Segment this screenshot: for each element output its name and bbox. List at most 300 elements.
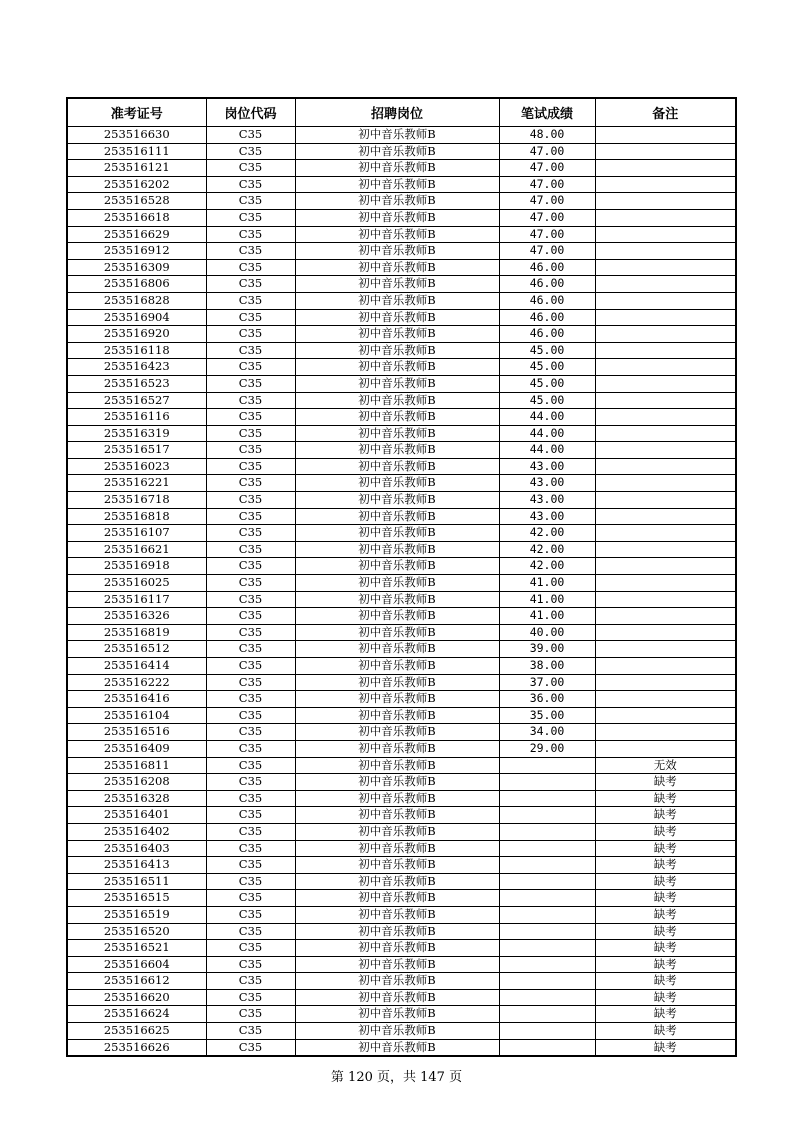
table-row (67, 840, 736, 857)
cell-position-name: 初中音乐教师B (295, 923, 499, 940)
cell-remarks (595, 342, 736, 359)
cell-position-name: 初中音乐教师B (295, 425, 499, 442)
cell-exam-number: 253516516 (67, 724, 206, 741)
cell-written-score: 43.00 (499, 458, 595, 475)
cell-exam-number: 253516811 (67, 757, 206, 774)
cell-position-name: 初中音乐教师B (295, 823, 499, 840)
cell-position-name: 初中音乐教师B (295, 492, 499, 509)
cell-exam-number: 253516512 (67, 641, 206, 658)
cell-remarks (595, 176, 736, 193)
cell-position-name: 初中音乐教师B (295, 707, 499, 724)
cell-position-code: C35 (206, 641, 295, 658)
cell-remarks (595, 259, 736, 276)
cell-position-name: 初中音乐教师B (295, 342, 499, 359)
cell-position-code: C35 (206, 857, 295, 874)
cell-position-code: C35 (206, 807, 295, 824)
cell-position-code: C35 (206, 326, 295, 343)
cell-position-name: 初中音乐教师B (295, 624, 499, 641)
cell-written-score: 41.00 (499, 608, 595, 625)
cell-written-score (499, 1023, 595, 1040)
cell-position-code: C35 (206, 940, 295, 957)
cell-position-code: C35 (206, 1023, 295, 1040)
cell-remarks: 缺考 (595, 823, 736, 840)
header-position-code: 岗位代码 (206, 98, 295, 127)
cell-position-name: 初中音乐教师B (295, 176, 499, 193)
table-row (67, 740, 736, 757)
cell-position-code: C35 (206, 127, 295, 144)
cell-written-score: 47.00 (499, 193, 595, 210)
cell-exam-number: 253516920 (67, 326, 206, 343)
cell-exam-number: 253516629 (67, 226, 206, 243)
table-row (67, 193, 736, 210)
cell-written-score: 43.00 (499, 492, 595, 509)
cell-written-score: 37.00 (499, 674, 595, 691)
cell-written-score (499, 807, 595, 824)
cell-remarks (595, 492, 736, 509)
cell-written-score (499, 873, 595, 890)
cell-exam-number: 253516409 (67, 740, 206, 757)
cell-position-code: C35 (206, 790, 295, 807)
cell-position-code: C35 (206, 292, 295, 309)
cell-written-score: 45.00 (499, 359, 595, 376)
cell-position-name: 初中音乐教师B (295, 658, 499, 675)
cell-remarks: 缺考 (595, 906, 736, 923)
table-row (67, 375, 736, 392)
table-row (67, 1023, 736, 1040)
cell-remarks (595, 608, 736, 625)
table-row (67, 823, 736, 840)
cell-remarks (595, 724, 736, 741)
cell-written-score: 42.00 (499, 541, 595, 558)
cell-position-code: C35 (206, 707, 295, 724)
table-row (67, 641, 736, 658)
table-row (67, 458, 736, 475)
cell-exam-number: 253516023 (67, 458, 206, 475)
cell-position-code: C35 (206, 475, 295, 492)
cell-remarks (595, 425, 736, 442)
cell-written-score (499, 940, 595, 957)
table-row (67, 890, 736, 907)
page-footer: 第 120 页，共 147 页 (330, 1070, 463, 1085)
cell-written-score: 46.00 (499, 292, 595, 309)
cell-exam-number: 253516413 (67, 857, 206, 874)
cell-remarks: 无效 (595, 757, 736, 774)
cell-written-score (499, 757, 595, 774)
cell-written-score (499, 989, 595, 1006)
cell-remarks (595, 392, 736, 409)
cell-remarks (595, 309, 736, 326)
cell-remarks (595, 375, 736, 392)
cell-position-name: 初中音乐教师B (295, 873, 499, 890)
table-row (67, 857, 736, 874)
cell-position-code: C35 (206, 392, 295, 409)
cell-exam-number: 253516918 (67, 558, 206, 575)
table-row (67, 326, 736, 343)
cell-remarks: 缺考 (595, 1023, 736, 1040)
table-row (67, 973, 736, 990)
cell-position-code: C35 (206, 774, 295, 791)
cell-exam-number: 253516208 (67, 774, 206, 791)
cell-position-code: C35 (206, 425, 295, 442)
cell-position-name: 初中音乐教师B (295, 1039, 499, 1056)
cell-exam-number: 253516523 (67, 375, 206, 392)
table-row (67, 940, 736, 957)
cell-position-name: 初中音乐教师B (295, 575, 499, 592)
table-row (67, 276, 736, 293)
cell-remarks: 缺考 (595, 890, 736, 907)
cell-remarks (595, 193, 736, 210)
table-row (67, 392, 736, 409)
cell-position-code: C35 (206, 309, 295, 326)
cell-exam-number: 253516222 (67, 674, 206, 691)
cell-remarks: 缺考 (595, 1006, 736, 1023)
cell-written-score: 44.00 (499, 442, 595, 459)
cell-written-score (499, 923, 595, 940)
cell-remarks (595, 658, 736, 675)
cell-exam-number: 253516806 (67, 276, 206, 293)
cell-written-score (499, 857, 595, 874)
cell-exam-number: 253516621 (67, 541, 206, 558)
cell-position-name: 初中音乐教师B (295, 807, 499, 824)
cell-written-score: 41.00 (499, 575, 595, 592)
cell-written-score (499, 973, 595, 990)
cell-remarks (595, 541, 736, 558)
cell-remarks: 缺考 (595, 873, 736, 890)
cell-remarks (595, 143, 736, 160)
table-row (67, 359, 736, 376)
cell-exam-number: 253516625 (67, 1023, 206, 1040)
cell-written-score: 43.00 (499, 508, 595, 525)
cell-remarks (595, 525, 736, 542)
cell-exam-number: 253516309 (67, 259, 206, 276)
cell-position-name: 初中音乐教师B (295, 1023, 499, 1040)
cell-position-code: C35 (206, 740, 295, 757)
cell-position-name: 初中音乐教师B (295, 857, 499, 874)
cell-exam-number: 253516326 (67, 608, 206, 625)
table-row (67, 442, 736, 459)
cell-position-name: 初中音乐教师B (295, 243, 499, 260)
cell-written-score: 44.00 (499, 409, 595, 426)
cell-written-score (499, 906, 595, 923)
cell-position-name: 初中音乐教师B (295, 541, 499, 558)
cell-position-code: C35 (206, 840, 295, 857)
cell-position-code: C35 (206, 176, 295, 193)
cell-written-score (499, 790, 595, 807)
cell-remarks: 缺考 (595, 857, 736, 874)
cell-written-score (499, 956, 595, 973)
cell-position-name: 初中音乐教师B (295, 458, 499, 475)
table-row (67, 226, 736, 243)
cell-written-score: 47.00 (499, 226, 595, 243)
cell-position-code: C35 (206, 143, 295, 160)
cell-remarks (595, 292, 736, 309)
cell-exam-number: 253516111 (67, 143, 206, 160)
table-row (67, 1039, 736, 1056)
cell-position-code: C35 (206, 259, 295, 276)
cell-position-code: C35 (206, 1006, 295, 1023)
cell-exam-number: 253516116 (67, 409, 206, 426)
cell-remarks (595, 558, 736, 575)
table-row (67, 575, 736, 592)
cell-exam-number: 253516511 (67, 873, 206, 890)
cell-exam-number: 253516118 (67, 342, 206, 359)
cell-exam-number: 253516630 (67, 127, 206, 144)
cell-written-score: 40.00 (499, 624, 595, 641)
cell-position-name: 初中音乐教师B (295, 160, 499, 177)
table-row (67, 309, 736, 326)
cell-position-code: C35 (206, 508, 295, 525)
table-row (67, 608, 736, 625)
header-position-name: 招聘岗位 (295, 98, 499, 127)
cell-remarks (595, 707, 736, 724)
cell-exam-number: 253516025 (67, 575, 206, 592)
cell-exam-number: 253516423 (67, 359, 206, 376)
cell-exam-number: 253516401 (67, 807, 206, 824)
cell-written-score: 47.00 (499, 160, 595, 177)
cell-position-name: 初中音乐教师B (295, 392, 499, 409)
cell-position-name: 初中音乐教师B (295, 475, 499, 492)
cell-written-score: 45.00 (499, 342, 595, 359)
cell-position-code: C35 (206, 276, 295, 293)
cell-position-name: 初中音乐教师B (295, 193, 499, 210)
cell-exam-number: 253516202 (67, 176, 206, 193)
cell-remarks: 缺考 (595, 807, 736, 824)
cell-position-code: C35 (206, 658, 295, 675)
cell-position-code: C35 (206, 492, 295, 509)
header-remarks: 备注 (595, 98, 736, 127)
cell-exam-number: 253516107 (67, 525, 206, 542)
cell-written-score: 47.00 (499, 243, 595, 260)
cell-remarks (595, 409, 736, 426)
cell-written-score: 47.00 (499, 209, 595, 226)
cell-exam-number: 253516618 (67, 209, 206, 226)
cell-remarks (595, 674, 736, 691)
cell-position-code: C35 (206, 226, 295, 243)
cell-position-name: 初中音乐教师B (295, 691, 499, 708)
cell-position-code: C35 (206, 989, 295, 1006)
cell-position-name: 初中音乐教师B (295, 127, 499, 144)
cell-position-code: C35 (206, 757, 295, 774)
cell-exam-number: 253516521 (67, 940, 206, 957)
cell-position-name: 初中音乐教师B (295, 973, 499, 990)
cell-exam-number: 253516515 (67, 890, 206, 907)
cell-remarks (595, 641, 736, 658)
cell-remarks: 缺考 (595, 840, 736, 857)
cell-exam-number: 253516626 (67, 1039, 206, 1056)
cell-written-score: 41.00 (499, 591, 595, 608)
table-row (67, 691, 736, 708)
table-row (67, 409, 736, 426)
cell-written-score: 42.00 (499, 525, 595, 542)
cell-exam-number: 253516402 (67, 823, 206, 840)
cell-written-score: 46.00 (499, 276, 595, 293)
cell-written-score (499, 1039, 595, 1056)
table-row (67, 591, 736, 608)
cell-written-score (499, 774, 595, 791)
cell-written-score: 34.00 (499, 724, 595, 741)
cell-remarks (595, 458, 736, 475)
table-row (67, 873, 736, 890)
cell-position-name: 初中音乐教师B (295, 774, 499, 791)
cell-position-code: C35 (206, 558, 295, 575)
table-row (67, 243, 736, 260)
cell-position-name: 初中音乐教师B (295, 608, 499, 625)
cell-written-score: 46.00 (499, 259, 595, 276)
cell-position-name: 初中音乐教师B (295, 956, 499, 973)
table-row (67, 259, 736, 276)
table-row (67, 176, 736, 193)
table-row (67, 658, 736, 675)
cell-exam-number: 253516620 (67, 989, 206, 1006)
cell-remarks (595, 160, 736, 177)
cell-position-name: 初中音乐教师B (295, 292, 499, 309)
cell-exam-number: 253516520 (67, 923, 206, 940)
cell-position-code: C35 (206, 591, 295, 608)
table-row (67, 492, 736, 509)
table-header-row (67, 98, 736, 127)
table-row (67, 342, 736, 359)
cell-remarks (595, 276, 736, 293)
cell-exam-number: 253516904 (67, 309, 206, 326)
cell-position-code: C35 (206, 209, 295, 226)
table-row (67, 541, 736, 558)
cell-position-name: 初中音乐教师B (295, 409, 499, 426)
table-row (67, 807, 736, 824)
cell-written-score (499, 1006, 595, 1023)
cell-position-code: C35 (206, 674, 295, 691)
cell-position-name: 初中音乐教师B (295, 989, 499, 1006)
cell-position-name: 初中音乐教师B (295, 276, 499, 293)
cell-written-score: 39.00 (499, 641, 595, 658)
table-row (67, 989, 736, 1006)
cell-written-score: 36.00 (499, 691, 595, 708)
cell-remarks (595, 624, 736, 641)
cell-remarks (595, 209, 736, 226)
table-body (67, 127, 736, 1057)
table-row (67, 707, 736, 724)
cell-written-score: 29.00 (499, 740, 595, 757)
cell-exam-number: 253516604 (67, 956, 206, 973)
cell-position-code: C35 (206, 906, 295, 923)
cell-written-score: 43.00 (499, 475, 595, 492)
table-row (67, 906, 736, 923)
cell-position-code: C35 (206, 541, 295, 558)
cell-position-name: 初中音乐教师B (295, 375, 499, 392)
cell-position-name: 初中音乐教师B (295, 259, 499, 276)
cell-position-code: C35 (206, 691, 295, 708)
cell-position-name: 初中音乐教师B (295, 724, 499, 741)
cell-written-score (499, 840, 595, 857)
cell-written-score (499, 823, 595, 840)
cell-written-score: 45.00 (499, 392, 595, 409)
cell-position-name: 初中音乐教师B (295, 591, 499, 608)
cell-exam-number: 253516416 (67, 691, 206, 708)
cell-position-code: C35 (206, 575, 295, 592)
cell-position-name: 初中音乐教师B (295, 740, 499, 757)
cell-position-name: 初中音乐教师B (295, 757, 499, 774)
cell-exam-number: 253516221 (67, 475, 206, 492)
cell-remarks (595, 326, 736, 343)
cell-remarks: 缺考 (595, 1039, 736, 1056)
cell-position-name: 初中音乐教师B (295, 641, 499, 658)
cell-position-code: C35 (206, 525, 295, 542)
cell-exam-number: 253516104 (67, 707, 206, 724)
cell-position-name: 初中音乐教师B (295, 309, 499, 326)
cell-position-name: 初中音乐教师B (295, 508, 499, 525)
cell-exam-number: 253516828 (67, 292, 206, 309)
table-row (67, 425, 736, 442)
table-row (67, 1006, 736, 1023)
cell-position-code: C35 (206, 608, 295, 625)
cell-position-code: C35 (206, 409, 295, 426)
cell-position-code: C35 (206, 624, 295, 641)
cell-position-name: 初中音乐教师B (295, 359, 499, 376)
cell-exam-number: 253516121 (67, 160, 206, 177)
cell-position-name: 初中音乐教师B (295, 790, 499, 807)
cell-position-name: 初中音乐教师B (295, 840, 499, 857)
table-row (67, 956, 736, 973)
table-row (67, 160, 736, 177)
score-table-container (66, 97, 735, 1057)
cell-exam-number: 253516528 (67, 193, 206, 210)
cell-exam-number: 253516117 (67, 591, 206, 608)
cell-written-score: 47.00 (499, 143, 595, 160)
cell-remarks (595, 475, 736, 492)
cell-exam-number: 253516718 (67, 492, 206, 509)
cell-exam-number: 253516403 (67, 840, 206, 857)
cell-remarks (595, 243, 736, 260)
cell-position-name: 初中音乐教师B (295, 326, 499, 343)
table-row (67, 624, 736, 641)
cell-exam-number: 253516818 (67, 508, 206, 525)
cell-position-name: 初中音乐教师B (295, 442, 499, 459)
cell-position-name: 初中音乐教师B (295, 143, 499, 160)
cell-remarks (595, 591, 736, 608)
table-row (67, 757, 736, 774)
table-row (67, 724, 736, 741)
cell-remarks: 缺考 (595, 956, 736, 973)
cell-position-name: 初中音乐教师B (295, 209, 499, 226)
cell-position-code: C35 (206, 342, 295, 359)
cell-remarks (595, 226, 736, 243)
cell-position-code: C35 (206, 442, 295, 459)
table-row (67, 508, 736, 525)
cell-written-score: 35.00 (499, 707, 595, 724)
table-row (67, 674, 736, 691)
cell-remarks (595, 508, 736, 525)
cell-exam-number: 253516624 (67, 1006, 206, 1023)
cell-position-name: 初中音乐教师B (295, 558, 499, 575)
cell-exam-number: 253516912 (67, 243, 206, 260)
cell-remarks (595, 740, 736, 757)
cell-position-name: 初中音乐教师B (295, 890, 499, 907)
cell-position-name: 初中音乐教师B (295, 940, 499, 957)
table-row (67, 143, 736, 160)
cell-exam-number: 253516519 (67, 906, 206, 923)
cell-remarks: 缺考 (595, 989, 736, 1006)
cell-position-code: C35 (206, 823, 295, 840)
cell-position-code: C35 (206, 193, 295, 210)
cell-position-name: 初中音乐教师B (295, 906, 499, 923)
table-row (67, 790, 736, 807)
cell-remarks: 缺考 (595, 923, 736, 940)
cell-position-name: 初中音乐教师B (295, 525, 499, 542)
cell-position-code: C35 (206, 923, 295, 940)
cell-remarks (595, 691, 736, 708)
cell-position-code: C35 (206, 359, 295, 376)
cell-position-name: 初中音乐教师B (295, 1006, 499, 1023)
table-row (67, 292, 736, 309)
